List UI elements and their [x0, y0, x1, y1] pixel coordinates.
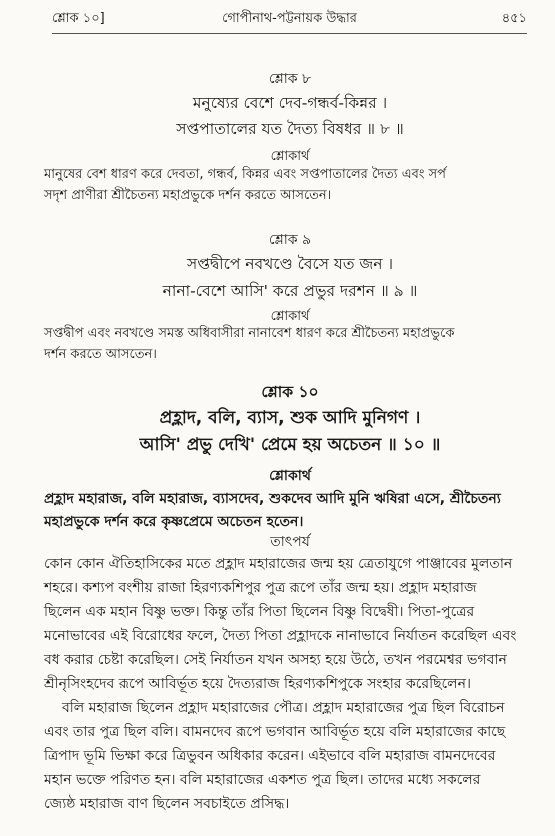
purport-line: শহরে। কশ্যপ বংশীয় রাজা হিরণ্যকশিপুর পুত্র রূপে তাঁর জন্ম হয়। প্রহ্লাদ মহারাজ	[44, 580, 477, 596]
purport-line: জ্যেষ্ঠ মহারাজ বাণ ছিলেন সবচাইতে প্রসিদ্ধ।	[44, 796, 290, 812]
verse-8-translation-heading: শ্লোকার্থ	[270, 149, 310, 164]
verse-8-heading: শ্লোক ৮	[268, 71, 312, 87]
verse-9-line-1: সপ্তদ্বীপে নবখণ্ডে বৈসে যত জন ।	[186, 255, 394, 273]
purport-line: ত্রিপাদ ভূমি ভিক্ষা করে ত্রিভুবন অধিকার করেন। এইভাবে বলি মহারাজ বামনদেবের	[44, 748, 496, 764]
verse-9-translation-line-1: সপ্তদ্বীপ এবং নবখণ্ডে সমস্ত অধিবাসীরা নানাবেশ ধারণ করে শ্রীচৈতন্য মহাপ্রভুকে	[44, 326, 455, 341]
verse-8-translation-line-1: মানুষের বেশ ধারণ করে দেবতা, গন্ধর্ব, কিন্নর এবং সপ্তপাতালের দৈত্য এবং সর্প	[44, 167, 446, 182]
purport-line: কোন কোন ঐতিহাসিকের মতে প্রহ্লাদ মহারাজের জন্ম হয় ত্রেতাযুগে পাঞ্জাবের মুলতান	[44, 556, 513, 572]
purport-heading: তাৎপর্য	[270, 534, 310, 550]
purport-line: ছিলেন এক মহান বিষ্ণু ভক্ত। কিন্তু তাঁর পিতা ছিলেন বিষ্ণু বিদ্বেষী। পিতা-পুত্রের	[44, 604, 475, 620]
verse-9-translation-line-2: দর্শন করতে আসতেন।	[44, 347, 157, 362]
purport-line: মনোভাবের এই বিরোধের ফলে, দৈত্য পিতা প্রহ্লাদকে নানাভাবে নির্যাতন করেছিল এবং	[44, 628, 517, 644]
verse-10-translation-line-2: মহাপ্রভুকে দর্শন করে কৃষ্ণপ্রেমে অচেতন হতেন।	[44, 514, 304, 530]
verse-9-heading: শ্লোক ৯	[268, 232, 312, 248]
purport-line: বধ করার চেষ্টা করেছিল। সেই নির্যাতন যখন অসহ্য হয়ে উঠে, তখন পরমেশ্বর ভগবান	[44, 652, 507, 668]
header-chapter-title: গোপীনাথ-পট্টনায়ক উদ্ধার	[222, 11, 357, 26]
purport-line: বলি মহারাজ ছিলেন প্রহ্লাদ মহারাজের পৌত্র। প্রহ্লাদ মহারাজের পুত্র ছিল বিরোচন	[62, 700, 505, 716]
purport-line: মহান ভক্তে পরিণত হন। বলি মহারাজের একশত পুত্র ছিল। তাদের মধ্যে সকলের	[44, 772, 481, 788]
verse-10-line-2: আসি' প্রভু দেখি' প্রেমে হয় অচেতন ॥ ১০ ॥	[139, 435, 441, 455]
verse-9-translation-heading: শ্লোকার্থ	[270, 309, 310, 324]
verse-8-translation-line-2: সদৃশ প্রাণীরা শ্রীচৈতন্য মহাপ্রভুকে দর্শন করতে আসতেন।	[44, 188, 332, 203]
verse-8-line-1: মনুষ্যের বেশে দেব-গন্ধর্ব-কিন্নর ।	[192, 94, 388, 112]
purport-line: শ্রীনৃসিংহদেব রূপে আবির্ভূত হয়ে দৈত্যরাজ হিরণ্যকশিপুকে সংহার করেছিলেন।	[44, 676, 471, 692]
verse-8-line-2: সপ্তপাতালের যত দৈত্য বিষধর ॥ ৮ ॥	[176, 120, 404, 138]
verse-10-translation-heading: শ্লোকার্থ	[269, 468, 311, 484]
verse-10-heading: শ্লোক ১০	[261, 383, 319, 401]
header-rule	[52, 33, 527, 34]
header-verse-ref: শ্লোক ১০]	[52, 11, 105, 26]
running-header	[52, 9, 527, 33]
verse-9-line-2: নানা-বেশে আসি' করে প্রভুর দরশন ॥ ৯ ॥	[162, 282, 418, 300]
page-number: ৪৫১	[501, 11, 527, 26]
purport-line: এবং তার পুত্র ছিল বলি। বামনদেব রূপে ভগবান আবির্ভূত হয়ে বলি মহারাজের কাছে	[44, 724, 506, 740]
verse-10-line-1: প্রহ্লাদ, বলি, ব্যাস, শুক আদি মুনিগণ ।	[159, 408, 421, 428]
verse-10-translation-line-1: প্রহ্লাদ মহারাজ, বলি মহারাজ, ব্যাসদেব, শুকদেব আদি মুনি ঋষিরা এসে, শ্রীচৈতন্য	[44, 491, 501, 507]
